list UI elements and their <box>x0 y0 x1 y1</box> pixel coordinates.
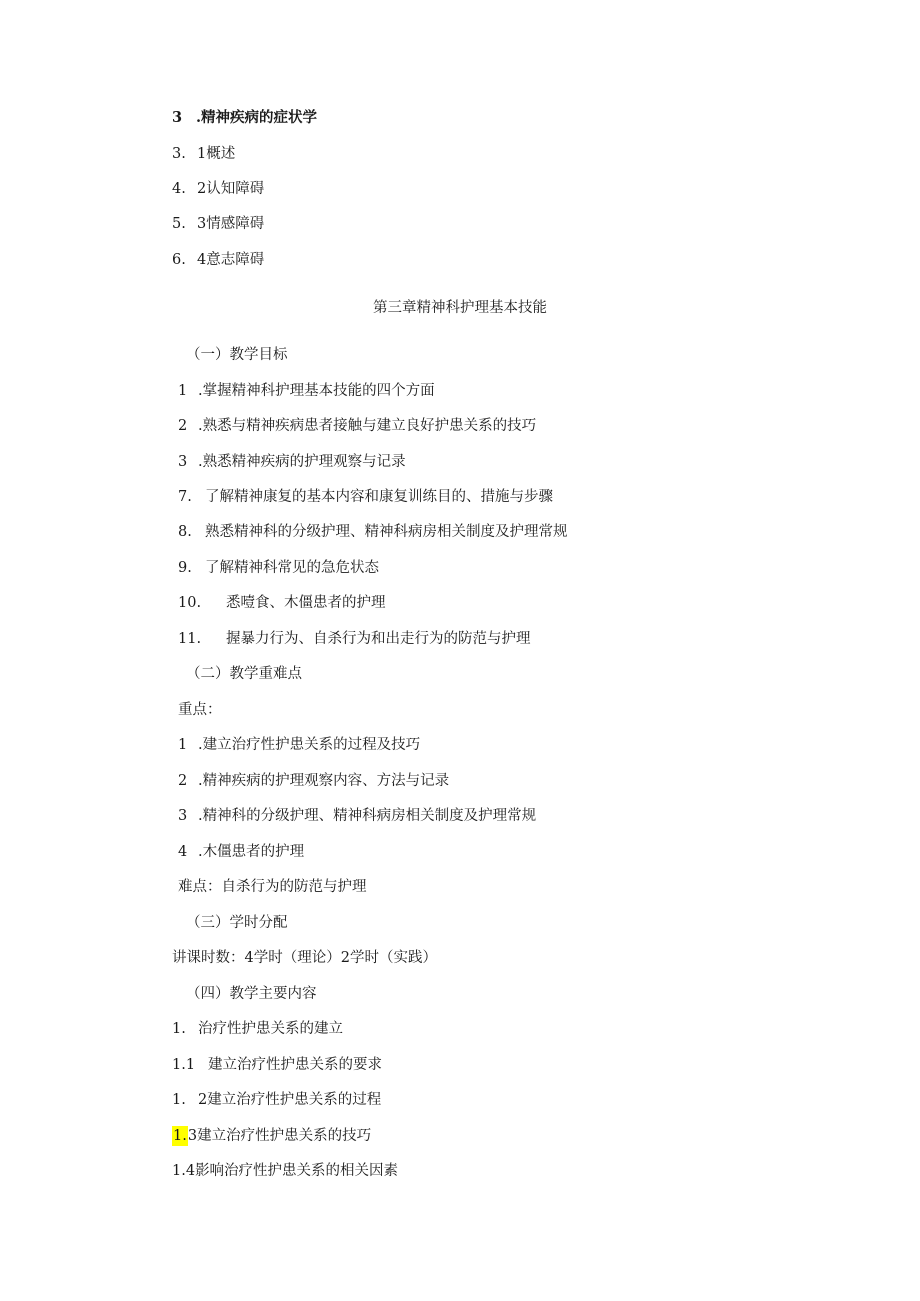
hours-heading: （三）学时分配 <box>186 915 288 931</box>
list-item: 4 .木僵患者的护理 <box>178 844 305 860</box>
list-item: 6. 4意志障碍 <box>172 252 265 268</box>
list-item: 1. 治疗性护患关系的建立 <box>172 1021 343 1037</box>
list-item: 4. 2认知障碍 <box>172 181 265 197</box>
content-heading: （四）教学主要内容 <box>186 986 317 1002</box>
list-item: 1 .建立治疗性护患关系的过程及技巧 <box>178 737 421 753</box>
list-item: 2 .熟悉与精神疾病患者接触与建立良好护患关系的技巧 <box>178 418 537 434</box>
list-item: 3 .精神科的分级护理、精神科病房相关制度及护理常规 <box>178 808 537 824</box>
list-item: 9. 了解精神科常见的急危状态 <box>178 560 379 576</box>
list-item: 8. 熟悉精神科的分级护理、精神科病房相关制度及护理常规 <box>178 524 568 540</box>
section-heading-text: .精神疾病的症状学 <box>196 109 318 126</box>
list-item: 7. 了解精神康复的基本内容和康复训练目的、措施与步骤 <box>178 489 553 505</box>
list-item: 1. 2建立治疗性护患关系的过程 <box>172 1092 382 1108</box>
list-item: 1.1 建立治疗性护患关系的要求 <box>172 1057 382 1073</box>
list-item: 11. 握暴力行为、自杀行为和出走行为的防范与护理 <box>178 631 531 647</box>
list-item: 10. 悉噎食、木僵患者的护理 <box>178 595 386 611</box>
list-item: 3. 1概述 <box>172 146 236 162</box>
chapter-title: 第三章精神科护理基本技能 <box>373 300 547 316</box>
key-label: 重点： <box>178 702 222 718</box>
list-item: 3 .熟悉精神疾病的护理观察与记录 <box>178 454 406 470</box>
list-item: 5. 3情感障碍 <box>172 216 265 232</box>
difficulty-text: 难点：自杀行为的防范与护理 <box>178 879 367 895</box>
list-item: 1.4影响治疗性护患关系的相关因素 <box>172 1163 399 1179</box>
list-item: 2 .精神疾病的护理观察内容、方法与记录 <box>178 773 450 789</box>
hours-text: 讲课时数：4学时（理论）2学时（实践） <box>172 950 437 966</box>
objectives-heading: （一）教学目标 <box>186 347 288 363</box>
section-heading-number: 3 <box>172 109 183 126</box>
list-item-highlighted: 1.3建立治疗性护患关系的技巧 <box>173 1128 372 1144</box>
list-item: 1 .掌握精神科护理基本技能的四个方面 <box>178 383 435 399</box>
section-heading <box>172 108 317 128</box>
highlight-mark: 1. <box>173 1128 187 1144</box>
keypoints-heading: （二）教学重难点 <box>186 666 302 682</box>
